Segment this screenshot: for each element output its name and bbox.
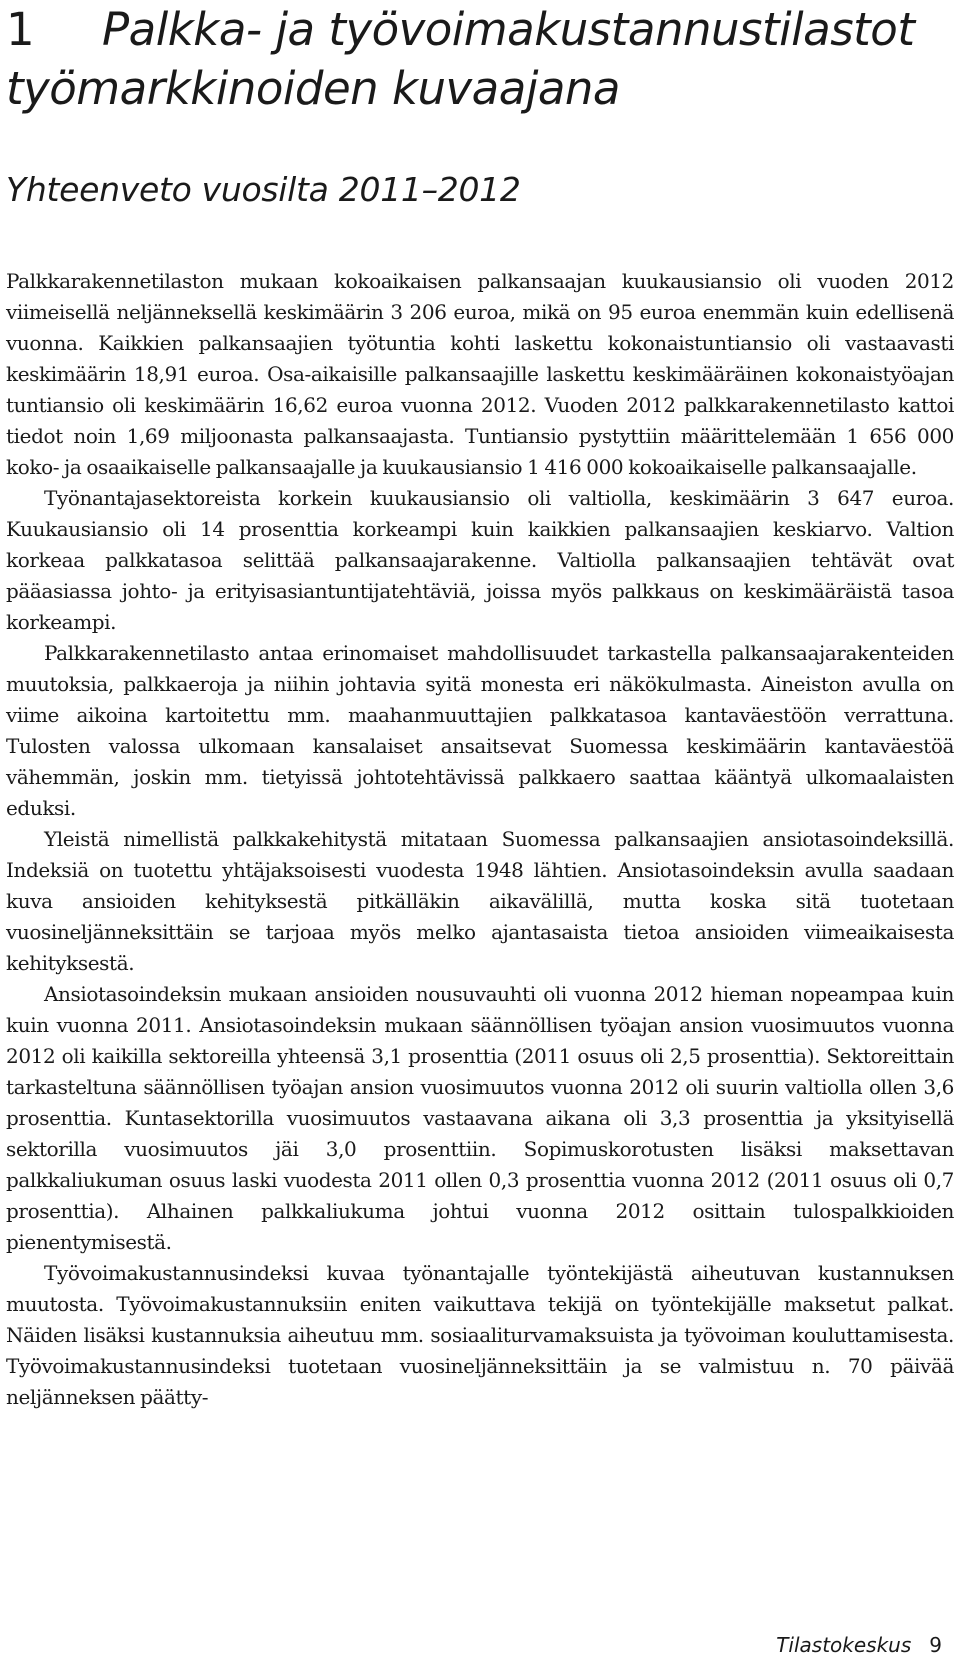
chapter-heading bbox=[6, 0, 946, 118]
section-heading: Yhteenveto vuosilta 2011–2012 bbox=[6, 170, 521, 209]
footer-publisher: Tilastokeskus bbox=[776, 1633, 912, 1657]
page-footer bbox=[776, 1631, 942, 1659]
paragraph-1: Palkkarakennetilaston mukaan kokoaikaisen palkansaajan kuukausiansio oli vuoden 2012 viimeisellä neljänneksellä keskimäärin 3 206 euroa, mikä on 95 euroa enemmän kuin edellisenä vuonna. Kaikkien palkansaajien työtuntia kohti laskettu kokonaistuntiansio oli vastaavasti keskimäärin 18,91 euroa. Osa-aikaisille palkansaajille laskettu keskimääräinen kokonaistyöajan tuntiansio oli keskimäärin 16,62 euroa vuonna 2012. Vuoden 2012 palkkarakennetilasto kattoi tiedot noin 1,69 miljoonasta palkansaajasta. Tuntiansio pystyttiin määrittelemään 1 656 000 koko- ja osaaikaiselle palkansaajalle ja kuukausiansio 1 416 000 kokoaikaiselle palkansaajalle. bbox=[6, 269, 954, 479]
body-text bbox=[6, 266, 954, 1413]
chapter-number: 1 bbox=[6, 3, 35, 56]
paragraph-3: Palkkarakennetilasto antaa erinomaiset mahdollisuudet tarkastella palkansaajarakenteiden muutoksia, palkkaeroja ja niihin johtavia syitä monesta eri näkökulmasta. Aineiston avulla on viime aikoina kartoitettu mm. maahanmuuttajien palkkatasoa kantaväestöön verrattuna. Tulosten valossa ulkomaan kansalaiset ansaitsevat Suomessa keskimäärin kantaväestöä vähemmän, joskin mm. tietyissä johtotehtävissä palkkaero saattaa kääntyä ulkomaalaisten eduksi. bbox=[6, 641, 954, 820]
chapter-title-line-1 bbox=[6, 0, 946, 59]
page-number: 9 bbox=[929, 1633, 942, 1657]
paragraph-5: Ansiotasoindeksin mukaan ansioiden nousuvauhti oli vuonna 2012 hieman nopeampaa kuin kuin vuonna 2011. Ansiotasoindeksin mukaan säännöllisen työajan ansion vuosimuutos vuonna 2012 oli kaikilla sektoreilla yhteensä 3,1 prosenttia (2011 osuus oli 2,5 prosenttia). Sektoreittain tarkasteltuna säännöllisen työajan ansion vuosimuutos vuonna 2012 oli suurin valtiolla ollen 3,6 prosenttia. Kuntasektorilla vuosimuutos vastaavana aikana oli 3,3 prosenttia ja yksityisellä sektorilla vuosimuutos jäi 3,0 prosenttiin. Sopimuskorotusten lisäksi maksettavan palkkaliukuman osuus laski vuodesta 2011 ollen 0,3 prosenttia vuonna 2012 (2011 osuus oli 0,7 prosenttia). Alhainen palkkaliukuma johtui vuonna 2012 osittain tulospalkkioiden pienentymisestä. bbox=[6, 982, 954, 1254]
paragraph-2: Työnantajasektoreista korkein kuukausiansio oli valtiolla, keskimäärin 3 647 euroa. Kuukausiansio oli 14 prosenttia korkeampi kuin kaikkien palkansaajien keskiarvo. Valtion korkeaa palkkatasoa selittää palkansaajarakenne. Valtiolla palkansaajien tehtävät ovat pääasiassa johto- ja erityisasiantuntijatehtäviä, joissa myös palkkaus on keskimääräistä tasoa korkeampi. bbox=[6, 486, 954, 634]
chapter-title-line-2: työmarkkinoiden kuvaajana bbox=[6, 62, 621, 115]
chapter-title-text-1: Palkka- ja työvoimakustannustilastot bbox=[102, 3, 915, 56]
paragraph-4: Yleistä nimellistä palkkakehitystä mitataan Suomessa palkansaajien ansiotasoindeksillä. Indeksiä on tuotettu yhtäjaksoisesti vuodesta 1948 lähtien. Ansiotasoindeksin avulla saadaan kuva ansioiden kehityksestä pitkälläkin aikavälillä, mutta koska sitä tuotetaan vuosineljänneksittäin se tarjoaa myös melko ajantasaista tietoa ansioiden viimeaikaisesta kehityksestä. bbox=[6, 827, 954, 975]
paragraph-6: Työvoimakustannusindeksi kuvaa työnantajalle työntekijästä aiheutuvan kustannuksen muutosta. Työvoimakustannuksiin eniten vaikuttava tekijä on työntekijälle maksetut palkat. Näiden lisäksi kustannuksia aiheutuu mm. sosiaaliturvamaksuista ja työvoiman kouluttamisesta. Työvoimakustannusindeksi tuotetaan vuosineljänneksittäin ja se valmistuu n. 70 päivää neljänneksen päätty- bbox=[6, 1261, 954, 1409]
